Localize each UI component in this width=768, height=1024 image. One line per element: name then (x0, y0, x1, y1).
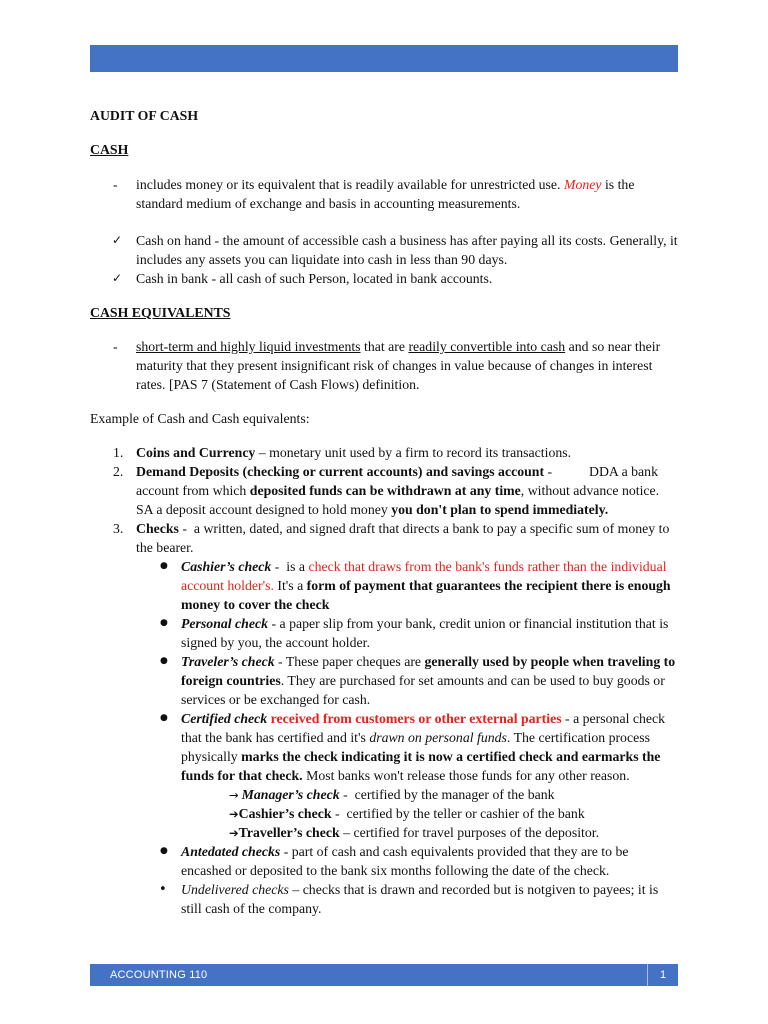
heavy-arrow-right-icon: ➔ (229, 826, 239, 840)
certified-kind-cashiers-check (181, 804, 678, 823)
term-label: Undelivered checks (181, 882, 289, 897)
body-text: - a written, dated, and signed draft that directs a bank to pay a specific sum of money to (178, 521, 670, 536)
underlined-text: readily convertible into cash (408, 339, 566, 354)
bullet-icon: ● (160, 713, 168, 723)
heavy-arrow-right-icon: ➔ (229, 807, 239, 821)
document-title: AUDIT OF CASH (90, 108, 199, 123)
text-line (136, 231, 678, 250)
bullet-icon: • (159, 882, 167, 897)
checkmark-icon: ✓ (112, 271, 123, 285)
body-text: encashed or deposited to the bank six months following the date of the check. (181, 863, 610, 878)
check-type-antedated-checks (136, 842, 678, 880)
text-line (136, 250, 678, 269)
term-label: Cashier’s check (238, 806, 332, 821)
term-label: Demand Deposits (checking or current accounts) and savings account (136, 464, 545, 479)
body-text: signed by you, the account holder. (181, 635, 370, 650)
text-line (181, 576, 678, 595)
list-number: 1. (113, 445, 124, 460)
body-text: rates. [PAS 7 (Statement of Cash Flows) definition. (136, 377, 420, 392)
dash-marker: - (113, 177, 118, 192)
text-line (181, 614, 678, 633)
bullet-icon: ● (160, 656, 168, 666)
check-type-personal-check (136, 614, 678, 652)
term-label: Traveller’s check (238, 825, 340, 840)
text-line (181, 899, 678, 918)
term-label: Personal check (181, 616, 268, 631)
term-label: Manager’s check (241, 787, 340, 802)
example-checks (90, 519, 678, 918)
text-line (136, 462, 678, 481)
term-label: Checks (136, 521, 179, 536)
body-text: physically (181, 749, 242, 764)
text-line (181, 595, 678, 614)
term-label: Cashier’s check (181, 559, 272, 574)
header-bar (90, 45, 678, 72)
body-text: that are (360, 339, 409, 354)
text-line (229, 804, 678, 823)
text-line (136, 481, 678, 500)
body-text: - is a (271, 559, 309, 574)
bullet-icon: ● (160, 561, 168, 571)
page-number: 1 (647, 964, 678, 986)
emphasis-text: deposited funds can be withdrawn at any time (249, 483, 521, 498)
body-text: – monetary unit used by a firm to record its transactions. (255, 445, 572, 460)
term-label: Antedated checks (181, 844, 281, 859)
body-text: SA a deposit account designed to hold money (136, 502, 392, 517)
text-line (181, 861, 678, 880)
body-text: – checks that is drawn and recorded but is notgiven to payees; it is (288, 882, 659, 897)
list-number: 2. (113, 464, 124, 479)
text-line (181, 728, 678, 747)
footer-bar (90, 964, 678, 986)
body-text: - a paper slip from your bank, credit union or financial institution that is (268, 616, 669, 631)
emphasis-text: you don't plan to spend immediately. (391, 502, 609, 517)
text-line (181, 880, 678, 899)
body-text: . They are purchased for set amounts and can be used to buy goods or (280, 673, 665, 688)
text-line (181, 709, 678, 728)
highlight-term: Money (563, 177, 602, 192)
check-type-travelers-check (136, 652, 678, 709)
text-line (136, 269, 678, 288)
text-line (181, 633, 678, 652)
text-line (229, 823, 678, 842)
text-line (136, 194, 678, 213)
emphasis-text: money to cover the check (181, 597, 330, 612)
text-line (181, 766, 678, 785)
body-text: Most banks won't release those funds for any other reason. (302, 768, 630, 783)
checkmark-icon: ✓ (112, 233, 123, 247)
emphasis-text: generally used by people when traveling to (424, 654, 676, 669)
document-body (90, 106, 678, 918)
body-text: Cash in bank - all cash of such Person, located in bank accounts. (136, 271, 493, 286)
highlight-text: received from customers or other external parties (270, 711, 562, 726)
body-text: It's a (273, 578, 307, 593)
text-line (136, 443, 678, 462)
italic-text: drawn on personal funds (369, 730, 507, 745)
text-line (181, 671, 678, 690)
body-text: that the bank has certified and it's (181, 730, 370, 745)
certified-kind-travellers-check (181, 823, 678, 842)
examples-intro: Example of Cash and Cash equivalents: (90, 411, 310, 426)
body-text: DDA a bank (589, 464, 658, 479)
section-heading-cash: CASH (90, 142, 129, 157)
term-label: Traveler’s check (181, 654, 275, 669)
bullet-icon: ● (160, 846, 168, 856)
cash-definition (90, 175, 678, 213)
dash-marker: - (113, 339, 118, 354)
examples-list (90, 443, 678, 918)
body-text: still cash of the company. (181, 901, 322, 916)
cash-component-cash-on-hand (90, 231, 678, 269)
list-number: 3. (113, 521, 124, 536)
term-label: Certified check (181, 711, 268, 726)
certified-kind-managers-check (181, 785, 678, 804)
body-text: account from which (136, 483, 250, 498)
text-line (181, 557, 678, 576)
emphasis-text: foreign countries (181, 673, 281, 688)
example-coins-and-currency (90, 443, 678, 462)
body-text: includes money or its equivalent that is readily available for unrestricted use. (136, 177, 564, 192)
body-text: - a personal check (561, 711, 666, 726)
body-text: includes any assets you can liquidate into cash in less than 90 days. (136, 252, 508, 267)
text-line (136, 538, 678, 557)
body-text: services or be exchanged for cash. (181, 692, 371, 707)
body-text: maturity that they present insignificant risk of changes in value because of changes in interest (136, 358, 653, 373)
text-line (181, 747, 678, 766)
check-type-undelivered-checks (136, 880, 678, 918)
text-line (136, 519, 678, 538)
body-text: the bearer. (136, 540, 194, 555)
body-text: - part of cash and cash equivalents provided that they are to be (280, 844, 629, 859)
highlight-text: check that draws from the bank's funds rather than the individual (308, 559, 667, 574)
body-text: standard medium of exchange and basis in accounting measurements. (136, 196, 521, 211)
bullet-icon: ● (160, 618, 168, 628)
body-text: , without advance notice. (520, 483, 660, 498)
body-text: is the (601, 177, 635, 192)
text-line (181, 842, 678, 861)
text-line (136, 500, 678, 519)
text-line (181, 652, 678, 671)
body-text: - certified by the manager of the bank (339, 787, 555, 802)
term-label: Coins and Currency (136, 445, 256, 460)
cash-components-list (90, 231, 678, 288)
arrow-right-icon: → (229, 788, 239, 802)
body-text: – certified for travel purposes of the depositor. (339, 825, 600, 840)
text-line (136, 375, 678, 394)
section-heading-cash-equivalents: CASH EQUIVALENTS (90, 305, 231, 320)
check-type-cashiers-check (136, 557, 678, 614)
check-types-list (136, 557, 678, 918)
text-line (181, 690, 678, 709)
cash-component-cash-in-bank (90, 269, 678, 288)
emphasis-text: marks the check indicating it is now a certified check and earmarks the (241, 749, 661, 764)
cash-equivalents-definition (90, 337, 678, 394)
check-type-certified-check (136, 709, 678, 842)
example-demand-deposits (90, 462, 678, 519)
body-text: - These paper cheques are (274, 654, 425, 669)
text-line (136, 356, 678, 375)
footer-course-label: ACCOUNTING 110 (110, 969, 208, 981)
text-line (229, 785, 678, 804)
body-text: Cash on hand - the amount of accessible cash a business has after paying all its costs. Generally, it (136, 233, 678, 248)
underlined-text: short-term and highly liquid investments (136, 339, 361, 354)
highlight-text: account holder's. (181, 578, 274, 593)
body-text: and so near their (565, 339, 661, 354)
emphasis-text: funds for that check. (181, 768, 303, 783)
text-line (136, 175, 678, 194)
body-text: - certified by the teller or cashier of the bank (331, 806, 585, 821)
text-line (136, 337, 678, 356)
emphasis-text: form of payment that guarantees the recipient there is enough (306, 578, 671, 593)
body-text: - (544, 464, 553, 479)
body-text: . The certification process (506, 730, 650, 745)
